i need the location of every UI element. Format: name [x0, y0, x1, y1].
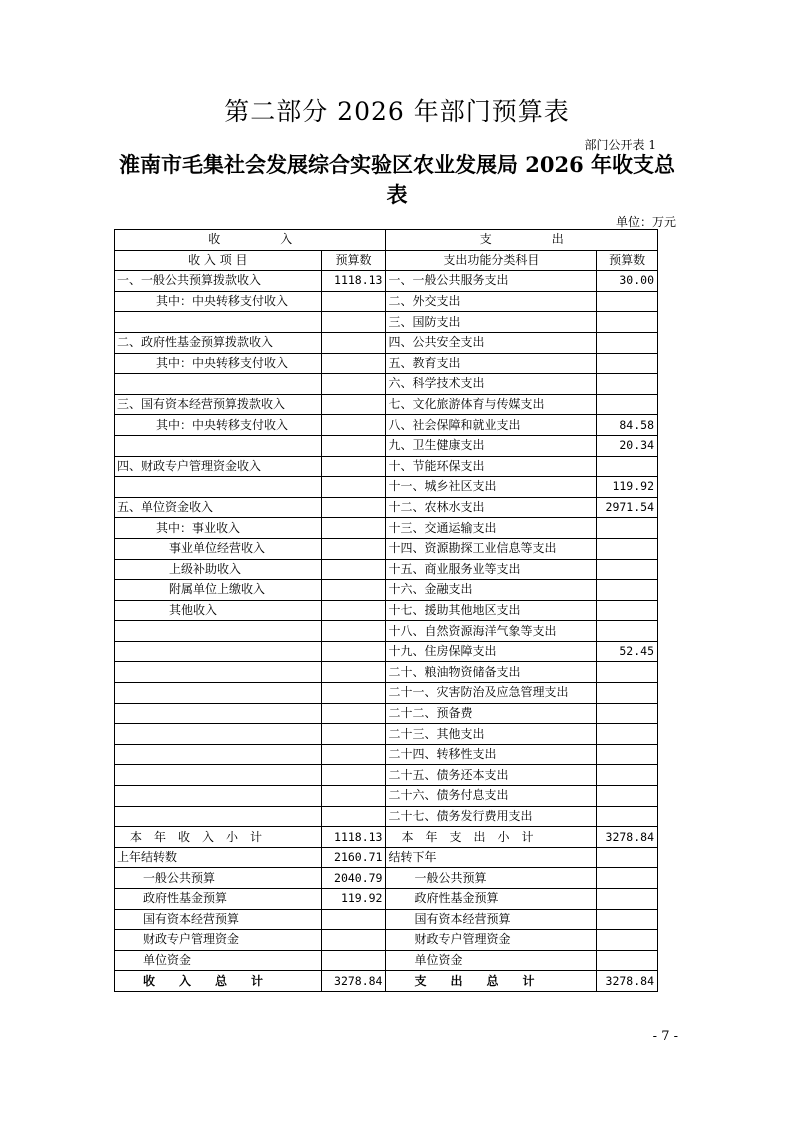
income-item: 单位资金	[115, 950, 322, 971]
income-amount	[321, 394, 386, 415]
income-amount	[321, 559, 386, 580]
table-subheader-row	[115, 250, 658, 271]
table-row	[115, 559, 658, 580]
income-amount	[321, 332, 386, 353]
income-amount	[321, 641, 386, 662]
expense-amount	[597, 518, 658, 539]
expense-amount: 3278.84	[597, 971, 658, 992]
income-item	[115, 477, 322, 498]
table-row	[115, 456, 658, 477]
expense-item: 六、科学技术支出	[386, 374, 597, 395]
expense-amount	[597, 662, 658, 683]
expense-amount	[597, 765, 658, 786]
income-amount	[321, 786, 386, 807]
income-amount	[321, 435, 386, 456]
expense-amount	[597, 580, 658, 601]
income-item: 其中：中央转移支付收入	[115, 353, 322, 374]
income-amount	[321, 950, 386, 971]
expense-item: 九、卫生健康支出	[386, 435, 597, 456]
expense-amount: 84.58	[597, 415, 658, 436]
expense-item: 五、教育支出	[386, 353, 597, 374]
table-row	[115, 786, 658, 807]
table-row	[115, 600, 658, 621]
income-amount: 1118.13	[321, 827, 386, 848]
expense-item: 二十五、债务还本支出	[386, 765, 597, 786]
income-amount	[321, 497, 386, 518]
income-item: 收 入 总 计	[115, 971, 322, 992]
expense-item: 十八、自然资源海洋气象等支出	[386, 621, 597, 642]
income-item: 三、国有资本经营预算拨款收入	[115, 394, 322, 415]
expense-amount	[597, 909, 658, 930]
income-item: 财政专户管理资金	[115, 930, 322, 951]
income-item	[115, 683, 322, 704]
income-amount	[321, 312, 386, 333]
carry-row	[115, 868, 658, 889]
income-amount	[321, 683, 386, 704]
income-item	[115, 374, 322, 395]
income-amount	[321, 806, 386, 827]
expense-item: 二十三、其他支出	[386, 724, 597, 745]
income-amount: 2160.71	[321, 847, 386, 868]
income-item	[115, 435, 322, 456]
expense-item: 二、外交支出	[386, 291, 597, 312]
income-item	[115, 621, 322, 642]
expense-amount: 2971.54	[597, 497, 658, 518]
subtotal-row	[115, 827, 658, 848]
table-number: 部门公开表 1	[584, 138, 656, 152]
expense-item: 国有资本经营预算	[386, 909, 597, 930]
expense-item: 十五、商业服务业等支出	[386, 559, 597, 580]
expense-item: 十七、援助其他地区支出	[386, 600, 597, 621]
part-title: 第二部分 2026 年部门预算表	[224, 97, 570, 126]
income-amount	[321, 477, 386, 498]
expense-item: 十、节能环保支出	[386, 456, 597, 477]
income-item	[115, 744, 322, 765]
document-title: 淮南市毛集社会发展综合实验区农业发展局 2026 年收支总表	[118, 152, 676, 207]
income-item: 上级补助收入	[115, 559, 322, 580]
income-amount: 2040.79	[321, 868, 386, 889]
expense-item-header: 支出功能分类科目	[386, 250, 597, 271]
income-amount	[321, 353, 386, 374]
expense-amount	[597, 374, 658, 395]
expense-amount	[597, 291, 658, 312]
expense-item: 十三、交通运输支出	[386, 518, 597, 539]
expense-item: 七、文化旅游体育与传媒支出	[386, 394, 597, 415]
income-amount	[321, 662, 386, 683]
income-amount	[321, 291, 386, 312]
expense-item: 二十七、债务发行费用支出	[386, 806, 597, 827]
expense-amount: 30.00	[597, 271, 658, 292]
expense-amount	[597, 806, 658, 827]
expense-item: 二十一、灾害防治及应急管理支出	[386, 683, 597, 704]
expense-amount	[597, 868, 658, 889]
table-row	[115, 415, 658, 436]
table-row	[115, 312, 658, 333]
income-amount: 3278.84	[321, 971, 386, 992]
expense-item: 十六、金融支出	[386, 580, 597, 601]
expense-amount	[597, 744, 658, 765]
page-number: - 7 -	[652, 1029, 678, 1044]
expense-amount	[597, 394, 658, 415]
income-amount	[321, 580, 386, 601]
expense-amount: 119.92	[597, 477, 658, 498]
table-row	[115, 580, 658, 601]
income-item: 五、单位资金收入	[115, 497, 322, 518]
income-item	[115, 786, 322, 807]
table-row	[115, 806, 658, 827]
expense-amount-header: 预算数	[597, 250, 658, 271]
expense-amount	[597, 600, 658, 621]
expense-amount	[597, 786, 658, 807]
expense-item: 三、国防支出	[386, 312, 597, 333]
income-amount	[321, 415, 386, 436]
income-item	[115, 724, 322, 745]
income-amount	[321, 374, 386, 395]
carry-row	[115, 847, 658, 868]
expense-item: 一、一般公共服务支出	[386, 271, 597, 292]
expense-amount: 3278.84	[597, 827, 658, 848]
income-amount	[321, 703, 386, 724]
table-row	[115, 477, 658, 498]
income-item: 其中：中央转移支付收入	[115, 291, 322, 312]
expense-item: 本 年 支 出 小 计	[386, 827, 597, 848]
expense-amount: 52.45	[597, 641, 658, 662]
expense-amount	[597, 950, 658, 971]
income-item: 国有资本经营预算	[115, 909, 322, 930]
table-header-row	[115, 230, 658, 251]
income-amount: 1118.13	[321, 271, 386, 292]
expense-item: 四、公共安全支出	[386, 332, 597, 353]
income-item: 附属单位上缴收入	[115, 580, 322, 601]
expense-item: 单位资金	[386, 950, 597, 971]
budget-summary-table	[114, 229, 658, 992]
table-row	[115, 683, 658, 704]
table-row	[115, 374, 658, 395]
total-row	[115, 971, 658, 992]
income-amount	[321, 930, 386, 951]
expense-amount	[597, 456, 658, 477]
income-item: 政府性基金预算	[115, 889, 322, 910]
expense-header: 支 出	[386, 230, 658, 251]
income-item	[115, 312, 322, 333]
expense-item: 结转下年	[386, 847, 597, 868]
expense-amount	[597, 847, 658, 868]
income-amount	[321, 518, 386, 539]
income-amount	[321, 765, 386, 786]
expense-amount	[597, 559, 658, 580]
income-amount	[321, 456, 386, 477]
carry-row	[115, 930, 658, 951]
table-row	[115, 662, 658, 683]
income-item: 四、财政专户管理资金收入	[115, 456, 322, 477]
income-item: 上年结转数	[115, 847, 322, 868]
income-item: 本 年 收 入 小 计	[115, 827, 322, 848]
income-item: 其中：中央转移支付收入	[115, 415, 322, 436]
table-row	[115, 765, 658, 786]
expense-amount	[597, 621, 658, 642]
table-row	[115, 291, 658, 312]
table-row	[115, 271, 658, 292]
expense-item: 十四、资源勘探工业信息等支出	[386, 538, 597, 559]
expense-amount: 20.34	[597, 435, 658, 456]
expense-item: 政府性基金预算	[386, 889, 597, 910]
carry-row	[115, 909, 658, 930]
expense-item: 十一、城乡社区支出	[386, 477, 597, 498]
carry-row	[115, 889, 658, 910]
table-row	[115, 538, 658, 559]
income-item	[115, 765, 322, 786]
expense-amount	[597, 538, 658, 559]
table-row	[115, 332, 658, 353]
table-row	[115, 641, 658, 662]
table-row	[115, 518, 658, 539]
income-item	[115, 662, 322, 683]
income-item	[115, 703, 322, 724]
income-item: 一般公共预算	[115, 868, 322, 889]
expense-amount	[597, 353, 658, 374]
unit-label: 单位：万元	[615, 215, 676, 229]
expense-item: 财政专户管理资金	[386, 930, 597, 951]
expense-amount	[597, 332, 658, 353]
table-row	[115, 497, 658, 518]
expense-item: 十二、农林水支出	[386, 497, 597, 518]
income-amount	[321, 724, 386, 745]
table-row	[115, 621, 658, 642]
expense-item: 十九、住房保障支出	[386, 641, 597, 662]
table-row	[115, 703, 658, 724]
income-item: 二、政府性基金预算拨款收入	[115, 332, 322, 353]
income-item	[115, 641, 322, 662]
income-header: 收 入	[115, 230, 386, 251]
expense-amount	[597, 683, 658, 704]
table-row	[115, 353, 658, 374]
expense-item: 二十、粮油物资储备支出	[386, 662, 597, 683]
expense-amount	[597, 703, 658, 724]
expense-amount	[597, 889, 658, 910]
table-row	[115, 435, 658, 456]
income-item-header: 收 入 项 目	[115, 250, 322, 271]
income-amount	[321, 600, 386, 621]
table-row	[115, 744, 658, 765]
expense-item: 二十四、转移性支出	[386, 744, 597, 765]
expense-amount	[597, 724, 658, 745]
income-amount	[321, 621, 386, 642]
income-amount	[321, 909, 386, 930]
income-item: 其中：事业收入	[115, 518, 322, 539]
income-item	[115, 806, 322, 827]
carry-row	[115, 950, 658, 971]
expense-item: 一般公共预算	[386, 868, 597, 889]
expense-amount	[597, 930, 658, 951]
income-amount: 119.92	[321, 889, 386, 910]
table-row	[115, 724, 658, 745]
income-amount	[321, 744, 386, 765]
expense-item: 八、社会保障和就业支出	[386, 415, 597, 436]
expense-item: 二十二、预备费	[386, 703, 597, 724]
expense-item: 支 出 总 计	[386, 971, 597, 992]
table-row	[115, 394, 658, 415]
expense-item: 二十六、债务付息支出	[386, 786, 597, 807]
income-item: 其他收入	[115, 600, 322, 621]
income-amount	[321, 538, 386, 559]
income-amount-header: 预算数	[321, 250, 386, 271]
expense-amount	[597, 312, 658, 333]
income-item: 一、一般公共预算拨款收入	[115, 271, 322, 292]
income-item: 事业单位经营收入	[115, 538, 322, 559]
